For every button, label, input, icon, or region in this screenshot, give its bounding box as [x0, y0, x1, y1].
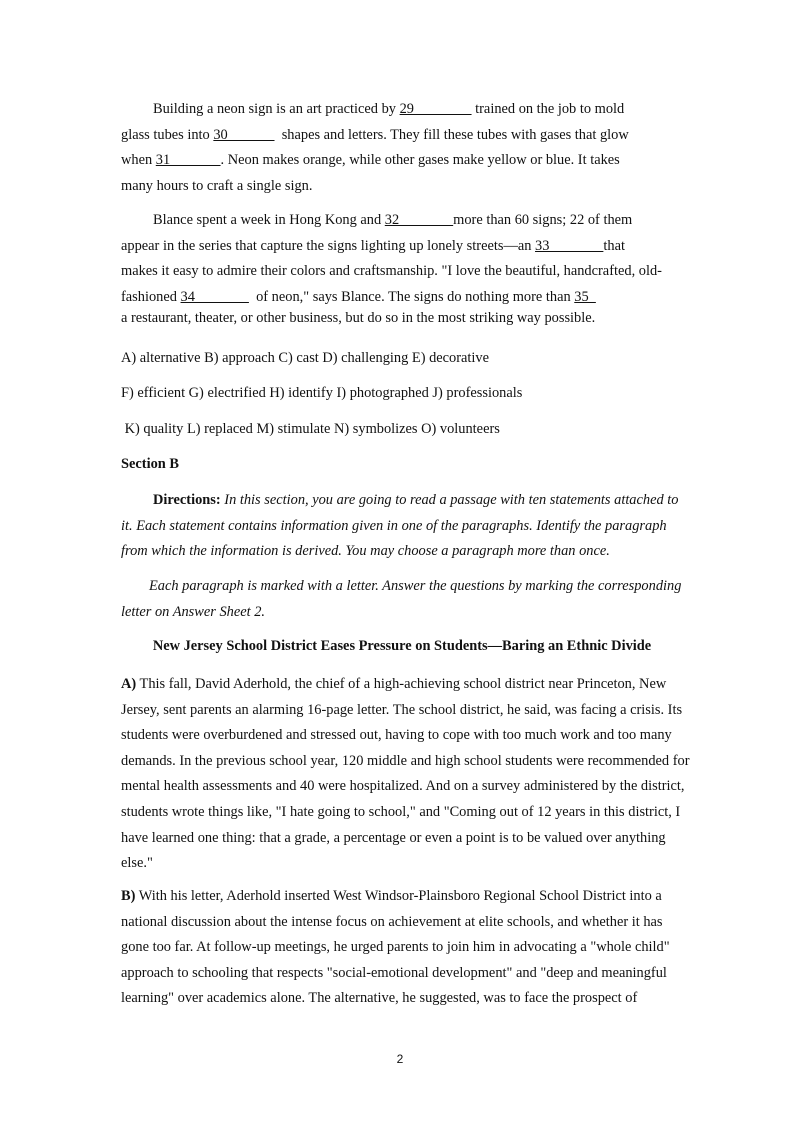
text-line: it. Each statement contains information given in one of the paragraphs. Identify the paragraph	[121, 517, 667, 534]
text-line: approach to schooling that respects "social-emotional development" and "deep and meaningful	[121, 964, 667, 981]
text-line: glass tubes into 30 shapes and letters. They fill these tubes with gases that glow	[121, 126, 629, 143]
cloze-paragraph-2	[121, 208, 683, 332]
text-line: have learned one thing: that a grade, a percentage or even a point is to be valued over anything	[121, 829, 666, 846]
section-heading: Section B	[121, 456, 179, 472]
paragraph-label: A)	[121, 676, 137, 692]
cloze-paragraph-1	[121, 97, 683, 199]
options-line-2: F) efficient G) electrified H) identify I) photographed J) professionals	[121, 385, 523, 401]
text-line: letter on Answer Sheet 2.	[121, 603, 266, 620]
text-line: A) This fall, David Aderhold, the chief of a high-achieving school district near Princeton, New	[121, 676, 667, 692]
directions-label: Directions:	[153, 492, 225, 508]
text-line: many hours to craft a single sign.	[121, 177, 313, 194]
text-line: makes it easy to admire their colors and craftsmanship. "I love the beautiful, handcrafted, old-	[121, 263, 662, 280]
text-line: from which the information is derived. You may choose a paragraph more than once.	[121, 543, 610, 560]
word-bank	[121, 346, 683, 372]
blank-34: 34	[180, 288, 249, 305]
directions	[121, 488, 683, 565]
text-line: students were overburdened and stressed out, having to cope with too much work and too many	[121, 727, 672, 744]
blank-31: 31	[155, 152, 221, 169]
text-line: gone too far. At follow-up meetings, he urged parents to join him in advocating a "whole child"	[121, 939, 670, 956]
text-line: Directions: In this section, you are going to read a passage with ten statements attached to	[153, 492, 679, 508]
blank-32: 32	[384, 212, 454, 228]
blank-35: 35	[574, 288, 596, 305]
article-title: New Jersey School District Eases Pressure on Students—Baring an Ethnic Divide	[152, 638, 652, 654]
passage-paragraph-a	[121, 672, 690, 877]
text-line: when 31 . Neon makes orange, while other gases make yellow or blue. It takes	[121, 152, 620, 169]
passage-paragraph-b	[121, 884, 683, 1012]
options-line-1: A) alternative B) approach C) cast D) challenging E) decorative	[121, 350, 490, 366]
text-line: B) With his letter, Aderhold inserted West Windsor-Plainsboro Regional School District into a	[121, 888, 662, 904]
text-line: appear in the series that capture the signs lighting up lonely streets—an 33 that	[121, 237, 625, 254]
text-line: a restaurant, theater, or other business, but do so in the most striking way possible.	[121, 310, 596, 327]
text-line: students wrote things like, "I hate going to school," and "Coming out of 12 years in this district, I	[121, 803, 681, 820]
text-line: national discussion about the intense focus on achievement at elite schools, and whether it has	[121, 913, 663, 930]
text-line: else."	[121, 855, 153, 872]
text-line: Each paragraph is marked with a letter. Answer the questions by marking the corresponding	[149, 578, 682, 594]
text-line: demands. In the previous school year, 120 middle and high school students were recommended for	[121, 752, 690, 769]
blank-29: 29	[399, 101, 472, 117]
options-line-3: K) quality L) replaced M) stimulate N) symbolizes O) volunteers	[121, 421, 500, 437]
text-line: learning" over academics alone. The alternative, he suggested, was to face the prospect of	[121, 990, 638, 1007]
text-line: fashioned 34 of neon," says Blance. The signs do nothing more than 35	[121, 288, 596, 305]
text-line: mental health assessments and 40 were hospitalized. And on a survey administered by the district,	[121, 778, 685, 795]
blank-30: 30	[213, 126, 275, 143]
text-line: Building a neon sign is an art practiced by 29 trained on the job to mold	[153, 101, 625, 117]
text-line: Blance spent a week in Hong Kong and 32 more than 60 signs; 22 of them	[153, 212, 633, 228]
directions-2	[121, 574, 683, 625]
text-line: Jersey, sent parents an alarming 16-page letter. The school district, he said, was facing a crisis. Its	[121, 701, 683, 718]
blank-33: 33	[535, 237, 604, 254]
word-bank-2	[121, 381, 683, 407]
word-bank-3	[121, 417, 683, 443]
page-number: 2	[396, 1052, 404, 1066]
paragraph-label: B)	[121, 888, 136, 904]
